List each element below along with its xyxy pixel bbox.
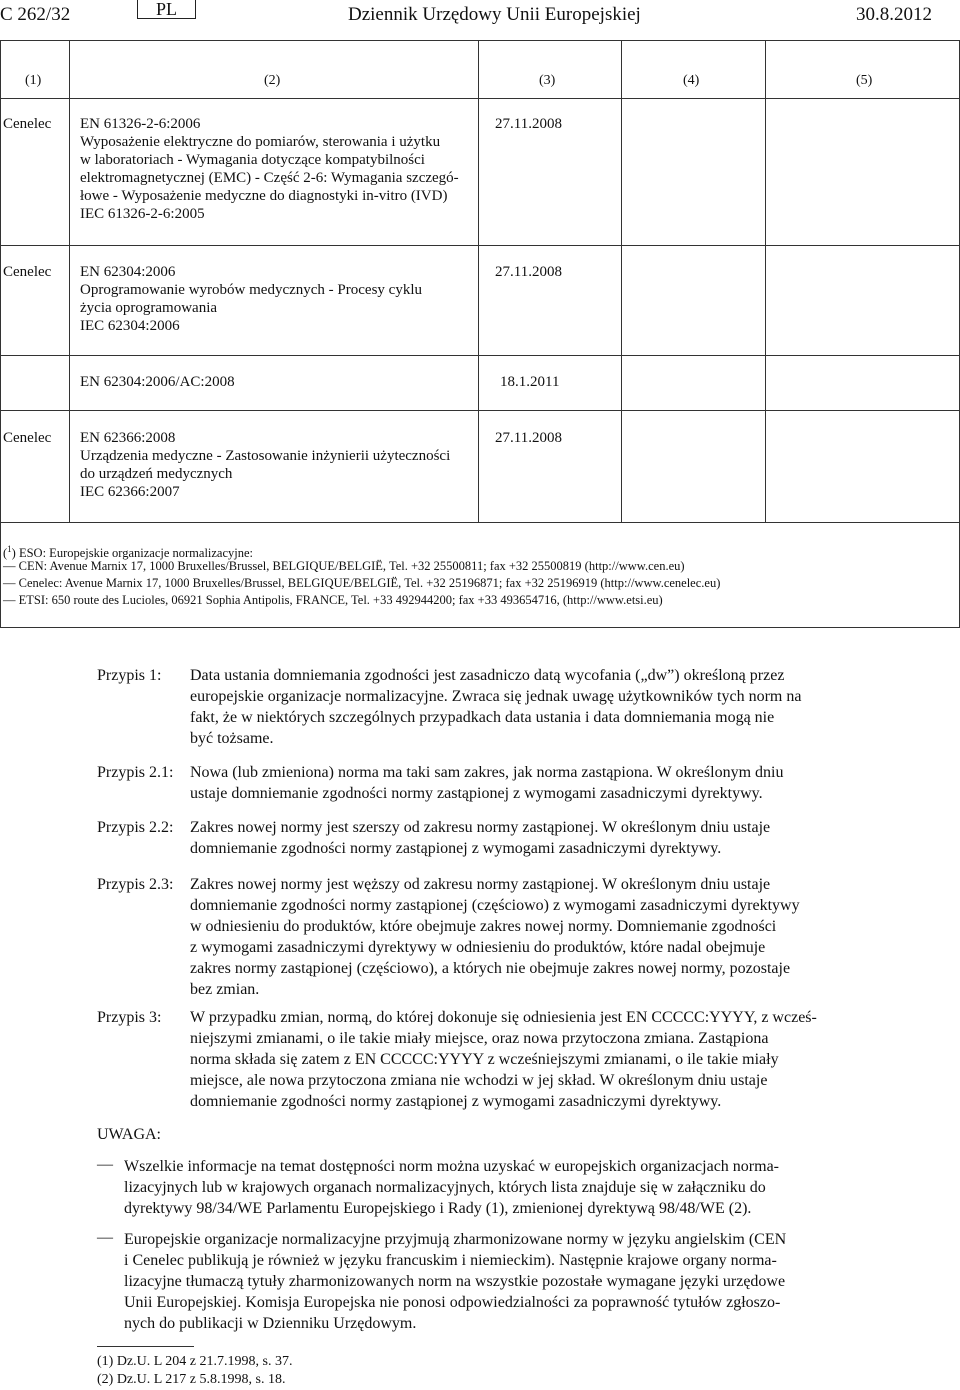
page-header: [0, 0, 960, 40]
journal-ref: C 262/32: [0, 4, 71, 25]
column-header: (2): [264, 73, 281, 88]
row-divider: [0, 245, 960, 246]
note-text: Nowa (lub zmieniona) norma ma taki sam zakres, jak norma zastąpiona. W określonym dniu ustaje domniemanie zgodności normy zastąpionej z wymogami zasadniczymi dyrektywy.: [190, 764, 784, 802]
table-row-date: 27.11.2008: [495, 264, 562, 280]
table-top-rule: [0, 40, 960, 41]
table-row-org: Cenelec: [3, 430, 52, 446]
note-text: W przypadku zmian, normą, do której dokonuje się odniesienia jest EN CCCCC:YYYY, z wcześ- niejszymi zmianami, o ile takie miały miejsce, oraz nowa przytoczona zmiana. Zastąpiona norma składa się zatem z EN CCCCC:YYYY z wcześniejszymi zmianami, o ile takie miały miejsce, ale nowa przytoczona zmiana nie wchodzi w jej skład. W określonym dniu ustaje domniemanie zgodności normy zastąpionej z wymogami zasadniczymi dyrektywy.: [190, 1009, 817, 1110]
uwaga-bullet-text: Wszelkie informacje na temat dostępności norm można uzyskać w europejskich organizacjach norma- lizacyjnych lub w krajowych organach normalizacyjnych, których lista znajduje się w załączniku do dyrektywy 98/34/WE Parlamentu Europejskiego i Rady (1), zmienionej dyrektywą 98/48/WE (2).: [124, 1158, 780, 1217]
note-text: Data ustania domniemania zgodności jest zasadniczo datą wycofania („dw”) określoną przez europejskie organizacje normalizacyjne. Zwraca się jednak uwagę użytkowników tych norm na fakt, że w niektórych szczególnych przypadkach data ustania i data domniemania mogą nie być tożsame.: [190, 667, 802, 747]
note-label: Przypis 3:: [97, 1009, 162, 1026]
page-footnote: (1) Dz.U. L 204 z 21.7.1998, s. 37.: [97, 1354, 293, 1369]
column-header: (3): [539, 73, 556, 88]
note-text: Zakres nowej normy jest węższy od zakresu normy zastąpionej. W określonym dniu ustaje domniemanie zgodności normy zastąpionej (częściowo) z wymogami zasadniczymi dyrektywy w odniesieniu do produktów, które obejmuje zakres nowej normy. Domniemanie zgodności z wymogami zasadniczymi dyrektywy w odniesieniu do produktów, które nadal obejmuje zakres normy zastąpionej (częściowo), a których nie obejmuje zakres nowej normy, pozostaje bez zmian.: [190, 876, 800, 998]
note-label: Przypis 2.1:: [97, 764, 174, 781]
uwaga-label: UWAGA:: [97, 1126, 161, 1143]
language-badge: PL: [137, 0, 196, 19]
table-footnote-item: — CEN: Avenue Marnix 17, 1000 Bruxelles/Brussel, BELGIQUE/BELGIË, Tel. +32 25500811; fax +32 25500819 (http://www.cen.eu): [3, 559, 685, 573]
column-header: (5): [856, 73, 873, 88]
row-divider: [0, 355, 960, 356]
row-divider: [0, 410, 960, 411]
row-divider: [0, 522, 960, 523]
bullet-dash: —: [97, 1229, 113, 1246]
table-row-date: 18.1.2011: [500, 374, 560, 390]
col-border: [478, 40, 479, 523]
table-row-org: Cenelec: [3, 264, 52, 280]
journal-title: Dziennik Urzędowy Unii Europejskiej: [348, 4, 641, 25]
table-row-standard: EN 62304:2006 Oprogramowanie wyrobów medycznych - Procesy cyklu życia oprogramowania IEC 62304:2006: [80, 264, 422, 334]
note-text: Zakres nowej normy jest szerszy od zakresu normy zastąpionej. W określonym dniu ustaje domniemanie zgodności normy zastąpionej z wymogami zasadniczymi dyrektywy.: [190, 819, 771, 857]
uwaga-bullet-text: Europejskie organizacje normalizacyjne przyjmują zharmonizowane normy w języku angielskim (CEN i Cenelec publikują je również w języku francuskim i niemieckim). Następnie krajowe organy norma- lizacyjne tłumaczą tytuły zharmonizowanych norm na wszystkie pozostałe wymagane języki urzędowe Unii Europejskiej. Komisja Europejska nie ponosi odpowiedzialności za poprawność tytułów zgłoszo- nych do publikacji w Dzienniku Urzędowym.: [124, 1231, 787, 1332]
table-row-org: Cenelec: [3, 116, 52, 132]
col-border: [765, 40, 766, 523]
table-footnote-title: ($^1$) ESO: Europejskie organizacje normalizacyjne:: [3, 544, 254, 561]
footnote-separator: [97, 1346, 194, 1347]
table-row-standard: EN 62366:2008 Urządzenia medyczne - Zastosowanie inżynierii użyteczności do urządzeń medycznych IEC 62366:2007: [80, 430, 451, 500]
table-footnote-item: — Cenelec: Avenue Marnix 17, 1000 Bruxelles/Brussel, BELGIQUE/BELGIË, Tel. +32 25196871; fax +32 25196919 (http://www.cenelec.eu): [3, 576, 721, 590]
table-row-standard: EN 62304:2006/AC:2008: [80, 374, 235, 390]
column-header: (1): [25, 73, 42, 88]
bullet-dash: —: [97, 1156, 113, 1173]
table-row-date: 27.11.2008: [495, 116, 562, 132]
note-label: Przypis 2.2:: [97, 819, 174, 836]
table-bottom-rule: [0, 627, 960, 628]
col-border: [0, 40, 1, 628]
column-header: (4): [683, 73, 700, 88]
table-footnote-item: — ETSI: 650 route des Lucioles, 06921 Sophia Antipolis, FRANCE, Tel. +33 492944200; fax +33 493654716, (http://www.etsi.eu): [3, 593, 663, 607]
col-border: [621, 40, 622, 523]
table-header-rule: [0, 98, 960, 99]
note-label: Przypis 2.3:: [97, 876, 174, 893]
page-footnote: (2) Dz.U. L 217 z 5.8.1998, s. 18.: [97, 1372, 286, 1387]
table-row-standard: EN 61326-2-6:2006 Wyposażenie elektryczne do pomiarów, sterowania i użytku w laboratoriach - Wymagania dotyczące kompatybilności elektromagnetycznej (EMC) - Część 2-6: Wymagania szczegó- łowe - Wyposażenie medyczne do diagnostyki in-vitro (IVD) IEC 61326-2-6:2005: [80, 116, 459, 222]
table-row-date: 27.11.2008: [495, 430, 562, 446]
publication-date: 30.8.2012: [856, 4, 932, 25]
note-label: Przypis 1:: [97, 667, 162, 684]
col-border: [69, 40, 70, 523]
